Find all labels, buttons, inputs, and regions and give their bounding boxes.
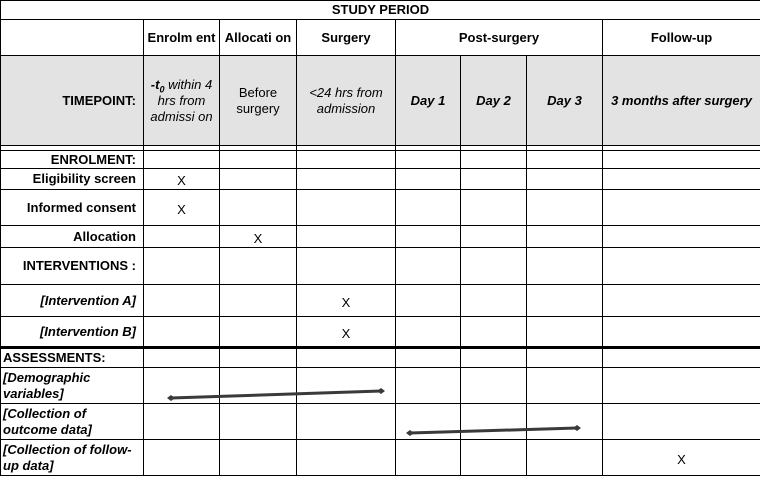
interventions-section-label: INTERVENTIONS : [1,248,144,285]
enrolment-section-row [1,151,760,169]
post-surgery-column-header: Post-surgery [396,20,603,56]
study-period-header: STUDY PERIOD [1,1,760,20]
interventions-section-row [1,248,760,285]
timepoint-followup: 3 months after surgery [603,56,760,146]
assessments-section-label: ASSESSMENTS: [1,348,144,368]
allocation-row [1,226,760,248]
timepoint-enrolment-subscript: 0 [159,84,165,95]
intervention-b-row [1,317,760,348]
intervention-a-row [1,285,760,317]
timepoint-day3: Day 3 [527,56,603,146]
enrolment-column-header: Enrolm ent [144,20,220,56]
timepoint-day1: Day 1 [396,56,461,146]
intervention-a-mark: X [297,285,396,317]
eligibility-label: Eligibility screen [1,169,144,190]
followup-data-mark: X [603,440,760,476]
consent-mark: X [144,190,220,226]
timepoint-surgery: <24 hrs from admission [297,56,396,146]
consent-row [1,190,760,226]
outcome-row [1,404,760,440]
assessments-section-row [1,348,760,368]
intervention-b-label: [Intervention B] [1,317,144,348]
timepoint-row [1,56,760,146]
intervention-a-label: [Intervention A] [1,285,144,317]
outcome-label: [Collection of outcome data] [1,404,144,440]
study-period-row [1,1,760,20]
allocation-label: Allocation [1,226,144,248]
consent-label: Informed consent [1,190,144,226]
timepoint-allocation: Before surgery [220,56,297,146]
eligibility-mark: X [144,169,220,190]
follow-up-column-header: Follow-up [603,20,760,56]
column-heading-row [1,20,760,56]
surgery-column-header: Surgery [297,20,396,56]
timepoint-enrolment-text: within 4 hrs from admissi on [150,76,213,124]
demographic-label: [Demographic variables] [1,368,144,404]
timepoint-enrolment-prefix: -t [150,76,160,92]
timepoint-day2: Day 2 [461,56,527,146]
followup-data-label: [Collection of follow-up data] [1,440,144,476]
enrolment-section-label: ENROLMENT: [1,151,144,169]
intervention-b-mark: X [297,317,396,348]
demographic-row [1,368,760,404]
allocation-mark: X [220,226,297,248]
timepoint-label: TIMEPOINT: [1,56,144,146]
eligibility-row [1,169,760,190]
followup-data-row [1,440,760,476]
allocation-column-header: Allocati on [220,20,297,56]
timepoint-enrolment [144,56,220,146]
blank-header-cell [1,20,144,56]
